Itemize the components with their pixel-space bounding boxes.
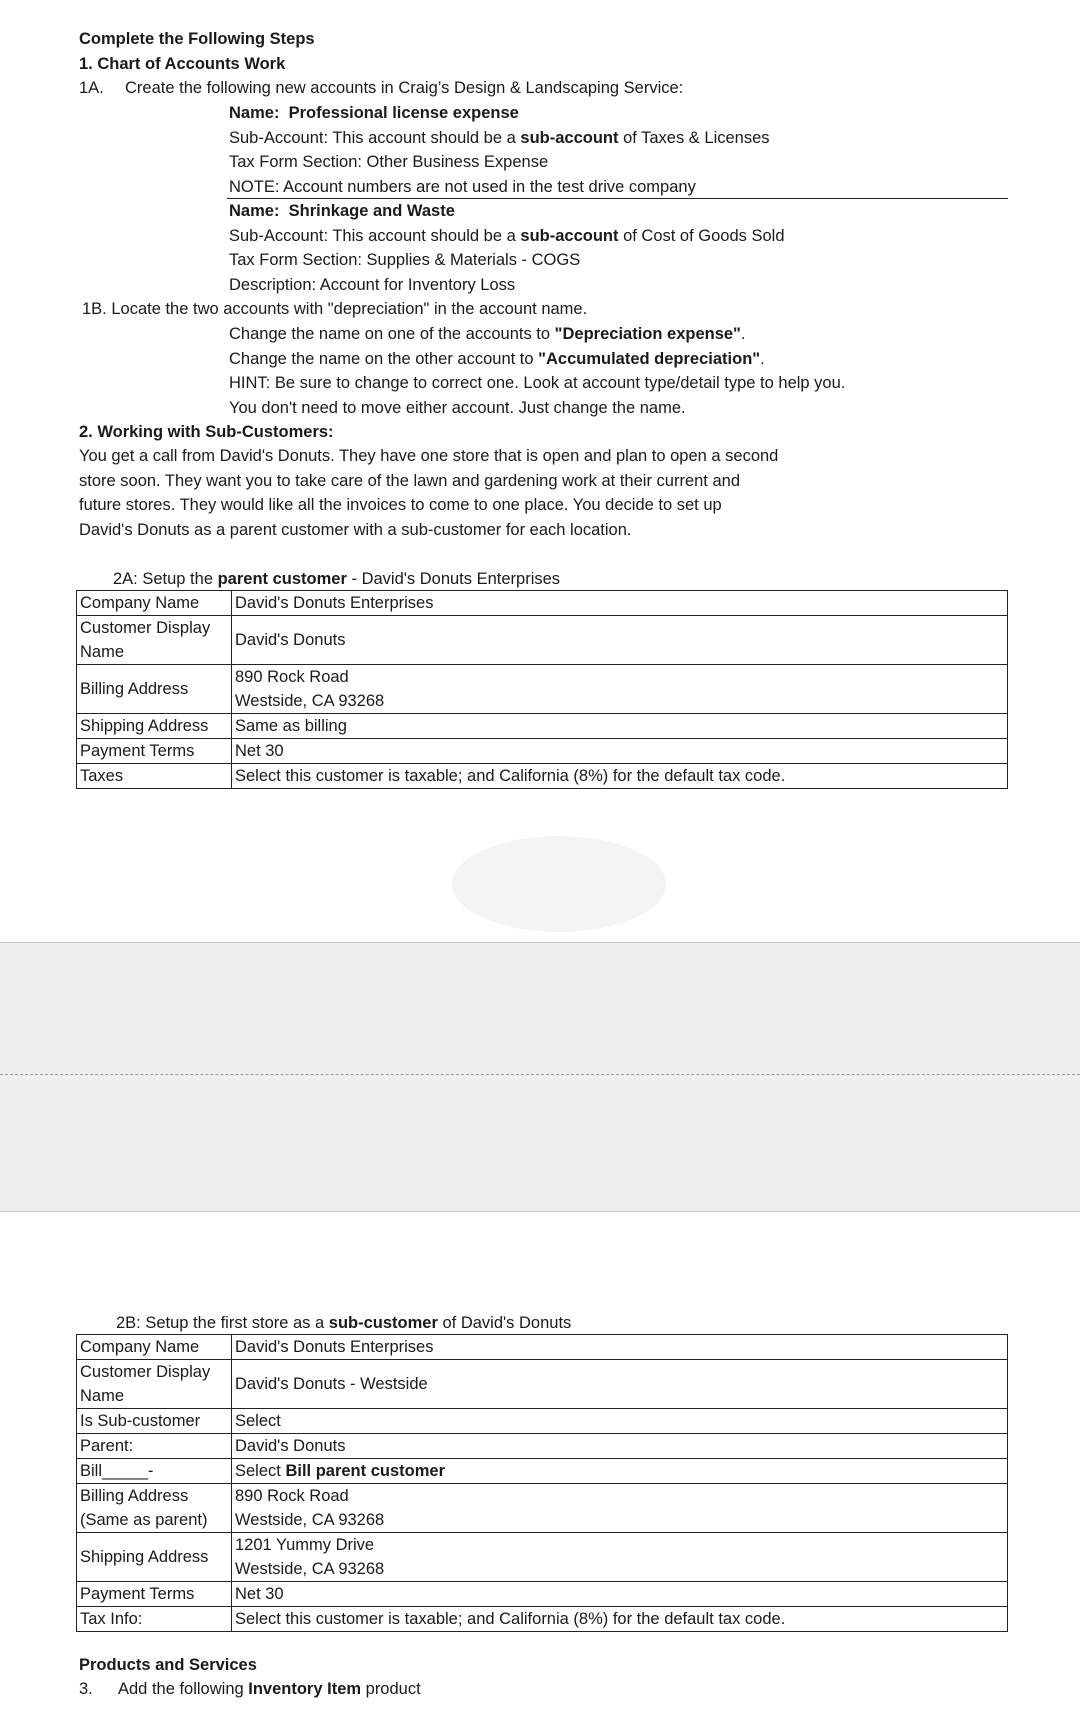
table-row: [77, 714, 1008, 739]
account-1-note: NOTE: Account numbers are not used in the test drive company: [229, 178, 696, 196]
account-2-tax-form: Tax Form Section: Supplies & Materials - COGS: [229, 251, 581, 269]
is-sub-customer-value: Select: [232, 1409, 1008, 1434]
table-row: [77, 591, 1008, 616]
display-name-value: David's Donuts - Westside: [232, 1360, 1008, 1409]
tax-info-label: Tax Info:: [77, 1607, 232, 1632]
section-2-paragraph-line-2: store soon. They want you to take care of the lawn and gardening work at their current and: [79, 472, 740, 490]
table-row: [77, 1607, 1008, 1632]
section-3-instruction: Add the following Inventory Item product: [118, 1680, 421, 1698]
taxes-label: Taxes: [77, 764, 232, 789]
table-2a-caption: 2A: Setup the parent customer - David's Donuts Enterprises: [113, 570, 561, 588]
display-name-label: Customer Display Name: [77, 616, 232, 665]
page-break-band: [0, 942, 1080, 1212]
bill-value: Select Bill parent customer: [232, 1459, 1008, 1484]
billing-address-value: 890 Rock Road Westside, CA 93268: [232, 1484, 1008, 1533]
table-row: [77, 739, 1008, 764]
shipping-address-label: Shipping Address: [77, 714, 232, 739]
table-row: [77, 1409, 1008, 1434]
is-sub-customer-label: Is Sub-customer: [77, 1409, 232, 1434]
payment-terms-value: Net 30: [232, 1582, 1008, 1607]
section-3-label: 3.: [79, 1680, 93, 1698]
payment-terms-value: Net 30: [232, 739, 1008, 764]
billing-address-label: Billing Address: [77, 665, 232, 714]
company-name-value: David's Donuts Enterprises: [232, 1335, 1008, 1360]
section-2-paragraph-line-4: David's Donuts as a parent customer with a sub-customer for each location.: [79, 521, 632, 539]
step-1b-note: You don't need to move either account. Just change the name.: [229, 399, 686, 417]
account-2-subaccount: Sub-Account: This account should be a sub-account of Cost of Goods Sold: [229, 227, 785, 245]
table-row: [77, 764, 1008, 789]
taxes-value: Select this customer is taxable; and California (8%) for the default tax code.: [232, 764, 1008, 789]
sub-customer-table: [76, 1334, 1008, 1632]
table-row: [77, 1459, 1008, 1484]
section-2-heading: 2. Working with Sub-Customers:: [79, 423, 334, 441]
company-name-label: Company Name: [77, 1335, 232, 1360]
table-row: [77, 1335, 1008, 1360]
section-1-heading: 1. Chart of Accounts Work: [79, 55, 286, 73]
parent-customer-table: [76, 590, 1008, 789]
section-2-paragraph-line-3: future stores. They would like all the invoices to come to one place. You decide to set up: [79, 496, 722, 514]
shipping-address-value: 1201 Yummy Drive Westside, CA 93268: [232, 1533, 1008, 1582]
account-2-description: Description: Account for Inventory Loss: [229, 276, 516, 294]
table-row: [77, 616, 1008, 665]
step-1a-label: 1A.: [79, 79, 104, 97]
account-1-subaccount: Sub-Account: This account should be a sub-account of Taxes & Licenses: [229, 129, 770, 147]
section-2-paragraph-line-1: You get a call from David's Donuts. They have one store that is open and plan to open a second: [79, 447, 779, 465]
payment-terms-label: Payment Terms: [77, 1582, 232, 1607]
step-1b-change-2: Change the name on the other account to "Accumulated depreciation".: [229, 350, 765, 368]
company-name-value: David's Donuts Enterprises: [232, 591, 1008, 616]
table-row: [77, 1533, 1008, 1582]
background-smudge: [452, 836, 666, 932]
step-1b-hint: HINT: Be sure to change to correct one. Look at account type/detail type to help you.: [229, 374, 846, 392]
page-title: Complete the Following Steps: [79, 30, 315, 48]
company-name-label: Company Name: [77, 591, 232, 616]
step-1b-instruction: 1B. Locate the two accounts with "depreciation" in the account name.: [82, 300, 588, 318]
bill-label: Bill_____-: [77, 1459, 232, 1484]
parent-label: Parent:: [77, 1434, 232, 1459]
display-name-value: David's Donuts: [232, 616, 1008, 665]
shipping-address-value: Same as billing: [232, 714, 1008, 739]
table-row: [77, 1582, 1008, 1607]
billing-address-label: Billing Address (Same as parent): [77, 1484, 232, 1533]
display-name-label: Customer Display Name: [77, 1360, 232, 1409]
step-1b-change-1: Change the name on one of the accounts to "Depreciation expense".: [229, 325, 746, 343]
payment-terms-label: Payment Terms: [77, 739, 232, 764]
table-row: [77, 1360, 1008, 1409]
page-break-dashed-line: [0, 1074, 1080, 1075]
account-1-tax-form: Tax Form Section: Other Business Expense: [229, 153, 549, 171]
billing-address-value: 890 Rock Road Westside, CA 93268: [232, 665, 1008, 714]
table-row: [77, 1484, 1008, 1533]
account-2-name: Name: Shrinkage and Waste: [229, 202, 455, 220]
account-1-name: Name: Professional license expense: [229, 104, 519, 122]
account-divider: [227, 198, 1008, 199]
step-1a-intro: Create the following new accounts in Craig’s Design & Landscaping Service:: [125, 79, 684, 97]
table-row: [77, 665, 1008, 714]
tax-info-value: Select this customer is taxable; and California (8%) for the default tax code.: [232, 1607, 1008, 1632]
parent-value: David's Donuts: [232, 1434, 1008, 1459]
table-row: [77, 1434, 1008, 1459]
shipping-address-label: Shipping Address: [77, 1533, 232, 1582]
section-3-heading: Products and Services: [79, 1656, 257, 1674]
table-2b-caption: 2B: Setup the first store as a sub-customer of David's Donuts: [116, 1314, 572, 1332]
